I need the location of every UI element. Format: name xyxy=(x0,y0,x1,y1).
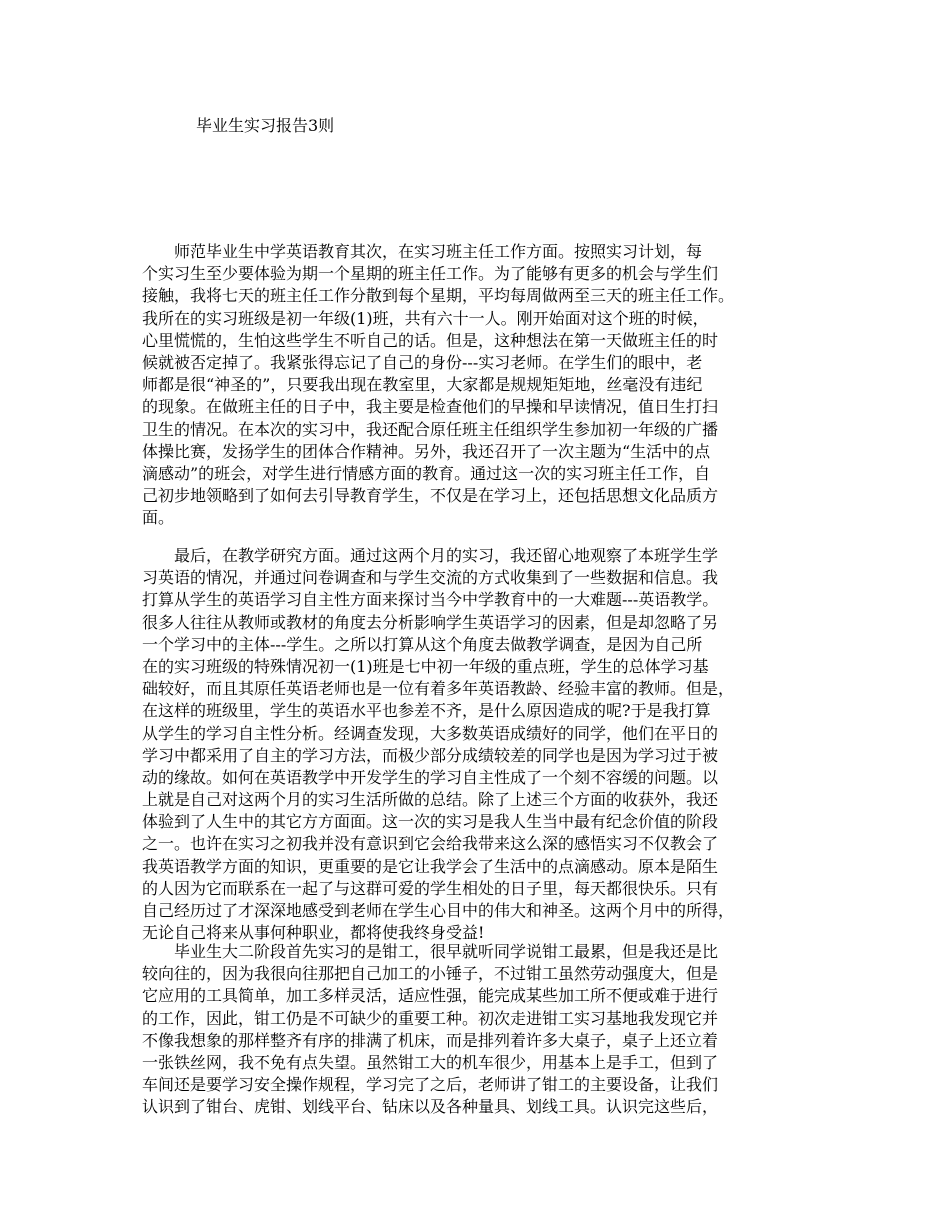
text-line: 的现象。在做班主任的日子中，我主要是检查他们的早操和早读情况，值日生打扫 xyxy=(142,397,719,417)
text-line: 动的缘故。如何在英语教学中开发学生的学习自主性成了一个刻不容缓的问题。以 xyxy=(142,767,719,787)
text-line: 滴感动”的班会，对学生进行情感方面的教育。通过这一次的实习班主任工作，自 xyxy=(142,463,711,483)
text-line: 面。 xyxy=(142,508,175,528)
text-line: 心里慌慌的，生怕这些学生不听自己的话。但是，这种想法在第一天做班主任的时 xyxy=(142,330,719,350)
text-line: 卫生的情况。在本次的实习中，我还配合原任班主任组织学生参加初一年级的广播 xyxy=(142,419,719,439)
text-line: 的工作，因此，钳工仍是不可缺少的重要工种。初次走进钳工实习基地我发现它并 xyxy=(142,1008,719,1028)
text-line: 接触，我将七天的班主任工作分散到每个星期，平均每周做两至三天的班主任工作。 xyxy=(142,286,735,306)
text-line: 最后，在教学研究方面。通过这两个月的实习，我还留心地观察了本班学生学 xyxy=(142,546,719,565)
text-line: 在的实习班级的特殊情况初一(1)班是七中初一年级的重点班，学生的总体学习基 xyxy=(142,656,709,676)
text-line: 打算从学生的英语学习自主性方面来探讨当今中学教育中的一大难题---英语教学。 xyxy=(142,590,719,610)
text-line: 个实习生至少要体验为期一个星期的班主任工作。为了能够有更多的机会与学生们 xyxy=(142,264,719,284)
text-line: 础较好，而且其原任英语老师也是一位有着多年英语教龄、经验丰富的教师。但是， xyxy=(142,679,735,699)
text-line: 习英语的情况，并通过问卷调查和与学生交流的方式收集到了一些数据和信息。我 xyxy=(142,568,719,588)
text-line: 认识到了钳台、虎钳、划线平台、钻床以及各种量具、划线工具。认识完这些后， xyxy=(142,1097,719,1117)
text-line: 车间还是要学习安全操作规程，学习完了之后，老师讲了钳工的主要设备，让我们 xyxy=(142,1075,719,1095)
text-line: 己初步地领略到了如何去引导教育学生，不仅是在学习上，还包括思想文化品质方 xyxy=(142,486,719,506)
text-line: 我所在的实习班级是初一年级(1)班，共有六十一人。刚开始面对这个班的时候， xyxy=(142,308,709,328)
text-line: 毕业生大二阶段首先实习的是钳工，很早就听同学说钳工最累，但是我还是比 xyxy=(142,942,719,961)
text-line: 不像我想象的那样整齐有序的排满了机床，而是排列着许多大桌子，桌子上还立着 xyxy=(142,1030,719,1050)
document-title: 毕业生实习报告3则 xyxy=(196,116,335,135)
text-line: 师都是很“神圣的”，只要我出现在教室里，大家都是规规矩矩地，丝毫没有违纪 xyxy=(142,375,703,395)
paragraph-1 xyxy=(142,241,832,529)
text-line: 学习中都采用了自主的学习方法，而极少部分成绩较差的同学也是因为学习过于被 xyxy=(142,745,719,765)
paragraph-3 xyxy=(142,941,832,1119)
text-line: 候就被否定掉了。我紧张得忘记了自己的身份---实习老师。在学生们的眼中，老 xyxy=(142,352,703,372)
paragraph-2 xyxy=(142,545,832,944)
text-line: 上就是自己对这两个月的实习生活所做的总结。除了上述三个方面的收获外，我还 xyxy=(142,790,719,810)
text-line: 很多人往往从教师或教材的角度去分析影响学生英语学习的因素，但是却忽略了另 xyxy=(142,612,719,632)
text-line: 体验到了人生中的其它方方面面。这一次的实习是我人生当中最有纪念价值的阶段 xyxy=(142,812,719,832)
text-line: 我英语教学方面的知识，更重要的是它让我学会了生活中的点滴感动。原本是陌生 xyxy=(142,856,719,876)
text-line: 一张铁丝网，我不免有点失望。虽然钳工大的机车很少，用基本上是手工，但到了 xyxy=(142,1052,719,1072)
text-line: 在这样的班级里，学生的英语水平也参差不齐，是什么原因造成的呢?于是我打算 xyxy=(142,701,711,721)
text-line: 师范毕业生中学英语教育其次，在实习班主任工作方面。按照实习计划，每 xyxy=(142,242,703,261)
text-line: 从学生的学习自主性分析。经调查发现，大多数英语成绩好的同学，他们在平日的 xyxy=(142,723,719,743)
text-line: 之一。也许在实习之初我并没有意识到它会给我带来这么深的感悟实习不仅教会了 xyxy=(142,834,719,854)
text-line: 的人因为它而联系在一起了与这群可爱的学生相处的日子里，每天都很快乐。只有 xyxy=(142,878,719,898)
text-line: 较向往的，因为我很向往那把自己加工的小锤子，不过钳工虽然劳动强度大，但是 xyxy=(142,964,719,984)
text-line: 它应用的工具简单，加工多样灵活，适应性强，能完成某些加工所不便或难于进行 xyxy=(142,986,719,1006)
text-line: 无论自己将来从事何种职业，都将使我终身受益! xyxy=(142,923,485,943)
text-line: 一个学习中的主体---学生。之所以打算从这个角度去做教学调查，是因为自己所 xyxy=(142,634,703,654)
text-line: 体操比赛，发扬学生的团体合作精神。另外，我还召开了一次主题为“生活中的点 xyxy=(142,441,711,461)
text-line: 自己经历过了才深深地感受到老师在学生心目中的伟大和神圣。这两个月中的所得， xyxy=(142,901,735,920)
